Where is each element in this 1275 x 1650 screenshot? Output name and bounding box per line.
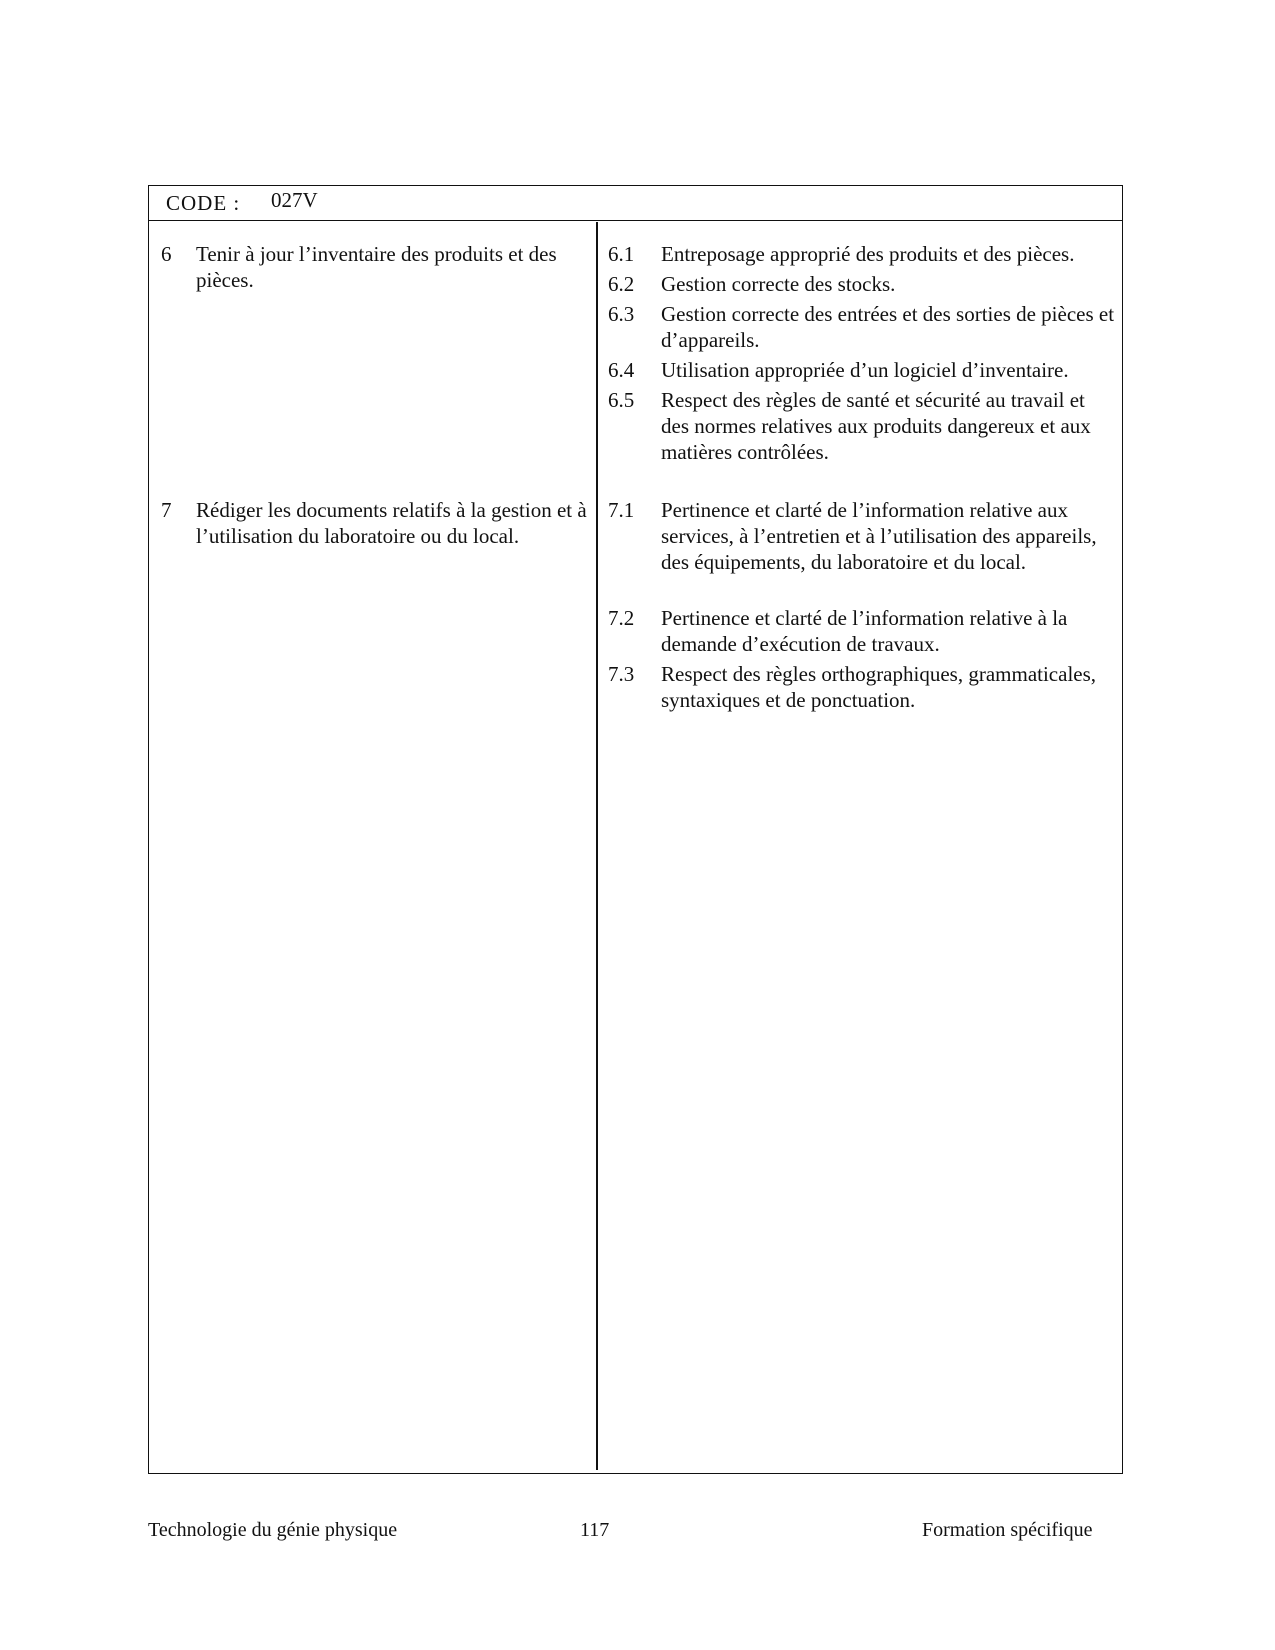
footer-section-title: Formation spécifique (922, 1519, 1093, 1541)
criterion-number: 6.4 (608, 358, 635, 382)
code-label: CODE : (166, 191, 241, 215)
competency-number: 6 (161, 242, 172, 266)
criterion-number: 6.1 (608, 242, 635, 266)
criterion-number: 7.1 (608, 498, 635, 522)
competency-text: Tenir à jour l’inventaire des produits et des pièces. (196, 242, 557, 292)
criterion-text: Pertinence et clarté de l’information relative aux services, à l’entretien et à l’utilisation des appareils, des équipements, du laboratoire et du local. (661, 498, 1097, 574)
column-divider (596, 222, 598, 1470)
criterion-number: 7.2 (608, 606, 635, 630)
criterion-number: 6.3 (608, 302, 635, 326)
criterion-text: Pertinence et clarté de l’information relative à la demande d’exécution de travaux. (661, 606, 1068, 656)
code-value: 027V (271, 188, 318, 212)
criterion-text: Gestion correcte des entrées et des sorties de pièces et d’appareils. (661, 302, 1115, 352)
footer-page-number: 117 (580, 1519, 610, 1541)
criterion-text: Respect des règles de santé et sécurité au travail et des normes relatives aux produits dangereux et aux matières contrôlées. (661, 388, 1091, 464)
competency-number: 7 (161, 498, 172, 522)
criterion-number: 7.3 (608, 662, 635, 686)
criterion-text: Utilisation appropriée d’un logiciel d’inventaire. (661, 358, 1069, 382)
criterion-text: Respect des règles orthographiques, grammaticales, syntaxiques et de ponctuation. (661, 662, 1097, 712)
criterion-text: Entreposage approprié des produits et des pièces. (661, 242, 1075, 266)
competency-table (148, 185, 1123, 1474)
competency-text: Rédiger les documents relatifs à la gestion et à l’utilisation du laboratoire ou du local. (196, 498, 587, 548)
footer-program-title: Technologie du génie physique (148, 1519, 398, 1541)
code-header (149, 186, 1122, 221)
criterion-text: Gestion correcte des stocks. (661, 272, 896, 296)
criterion-number: 6.5 (608, 388, 635, 412)
criterion-number: 6.2 (608, 272, 635, 296)
